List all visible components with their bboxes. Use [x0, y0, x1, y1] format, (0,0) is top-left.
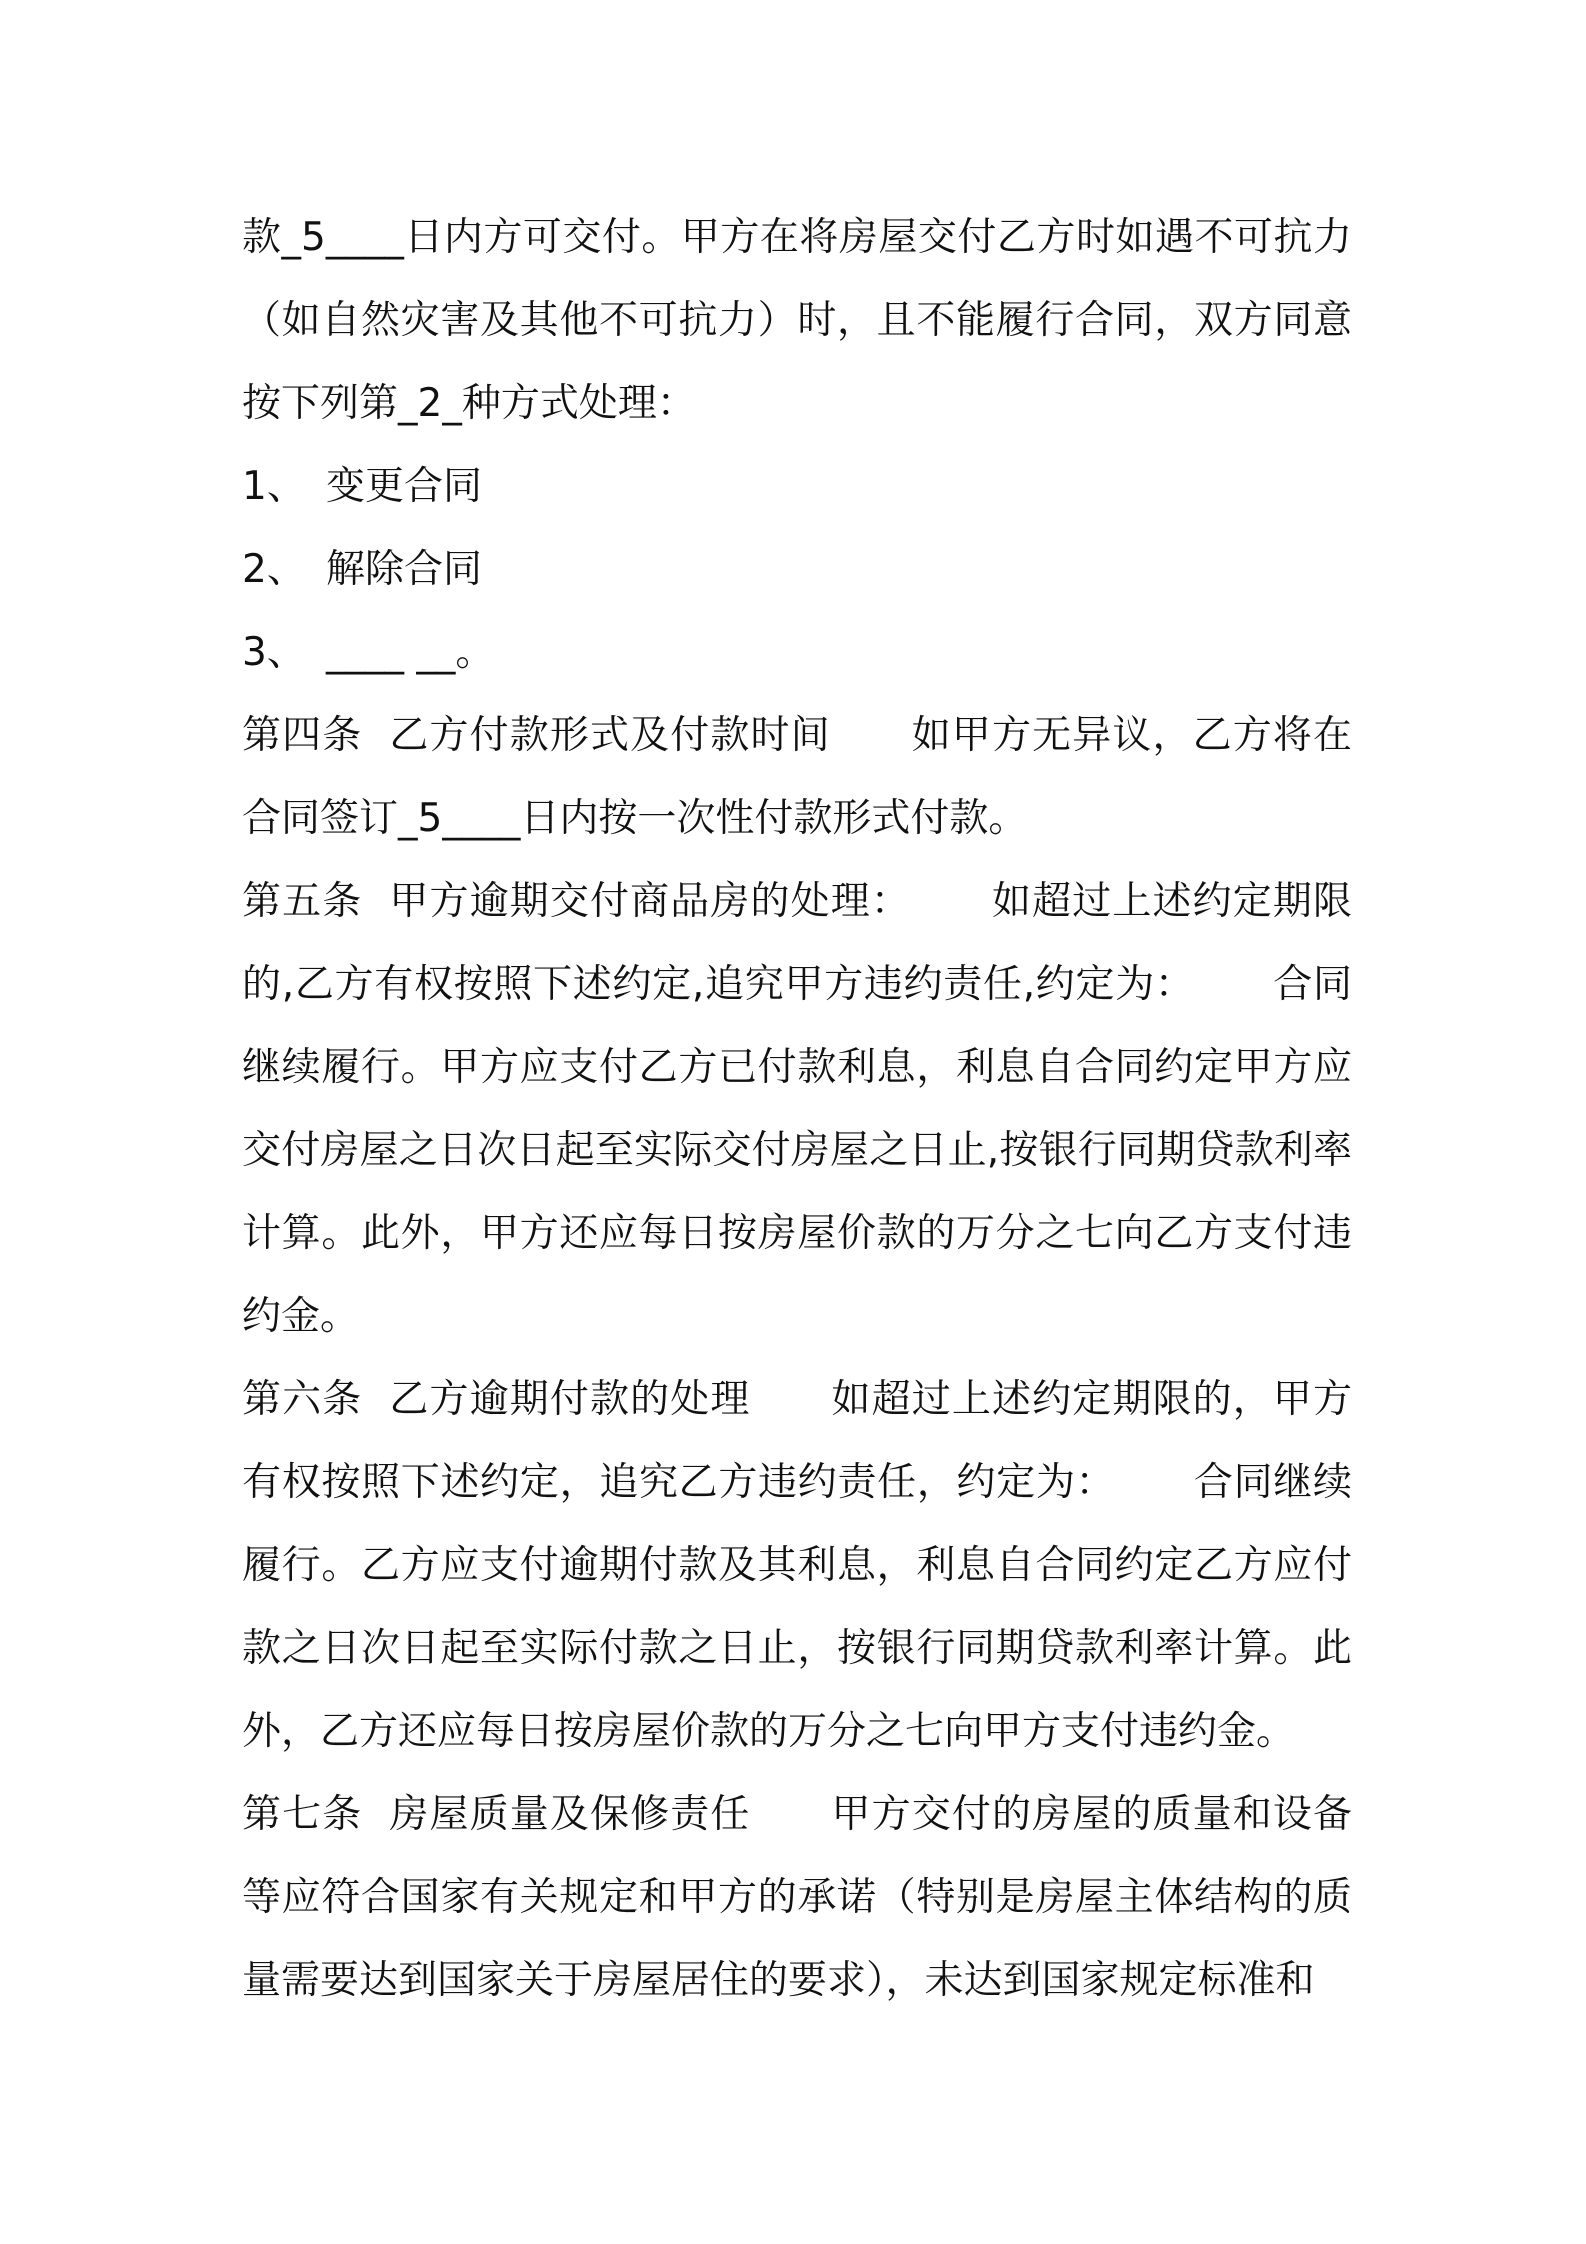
option-item-2: [242, 528, 1352, 611]
article-6: 第六条 乙方逾期付款的处理 如超过上述约定期限的，甲方有权按照下述约定，追究乙方违约责任，约定为： 合同继续履行。乙方应支付逾期付款及其利息，利息自合同约定乙方应付款之日次日起至实际付款之日止，按银行同期贷款利率计算。此外，乙方还应每日按房屋价款的万分之七向甲方支付违约金。: [242, 1377, 1352, 1754]
option-text: ____ __。: [326, 630, 495, 675]
option-text: 解除合同: [326, 547, 483, 592]
article-5: 第五条 甲方逾期交付商品房的处理： 如超过上述约定期限的,乙方有权按照下述约定,追究甲方违约责任,约定为： 合同继续履行。甲方应支付乙方已付款利息，利息自合同约定甲方应交付房屋之日次日起至实际交付房屋之日止,按银行同期贷款利率计算。此外，甲方还应每日按房屋价款的万分之七向乙方支付违约金。: [242, 879, 1352, 1339]
option-item-1: [242, 445, 1352, 528]
option-item-3: [242, 611, 1352, 694]
intro-paragraph: 款_5____日内方可交付。甲方在将房屋交付乙方时如遇不可抗力（如自然灾害及其他不可抗力）时，且不能履行合同，双方同意按下列第_2_种方式处理：: [242, 215, 1352, 426]
option-number: 2、: [242, 547, 306, 592]
option-text: 变更合同: [326, 464, 483, 509]
document-body: [242, 196, 1352, 2022]
option-number: 3、: [242, 630, 306, 675]
article-4: 第四条 乙方付款形式及付款时间 如甲方无异议，乙方将在合同签订_5____日内按一次性付款形式付款。: [242, 713, 1352, 841]
option-number: 1、: [242, 464, 306, 509]
article-7: 第七条 房屋质量及保修责任 甲方交付的房屋的质量和设备等应符合国家有关规定和甲方的承诺（特别是房屋主体结构的质量需要达到国家关于房屋居住的要求），未达到国家规定标准和: [242, 1792, 1352, 2003]
